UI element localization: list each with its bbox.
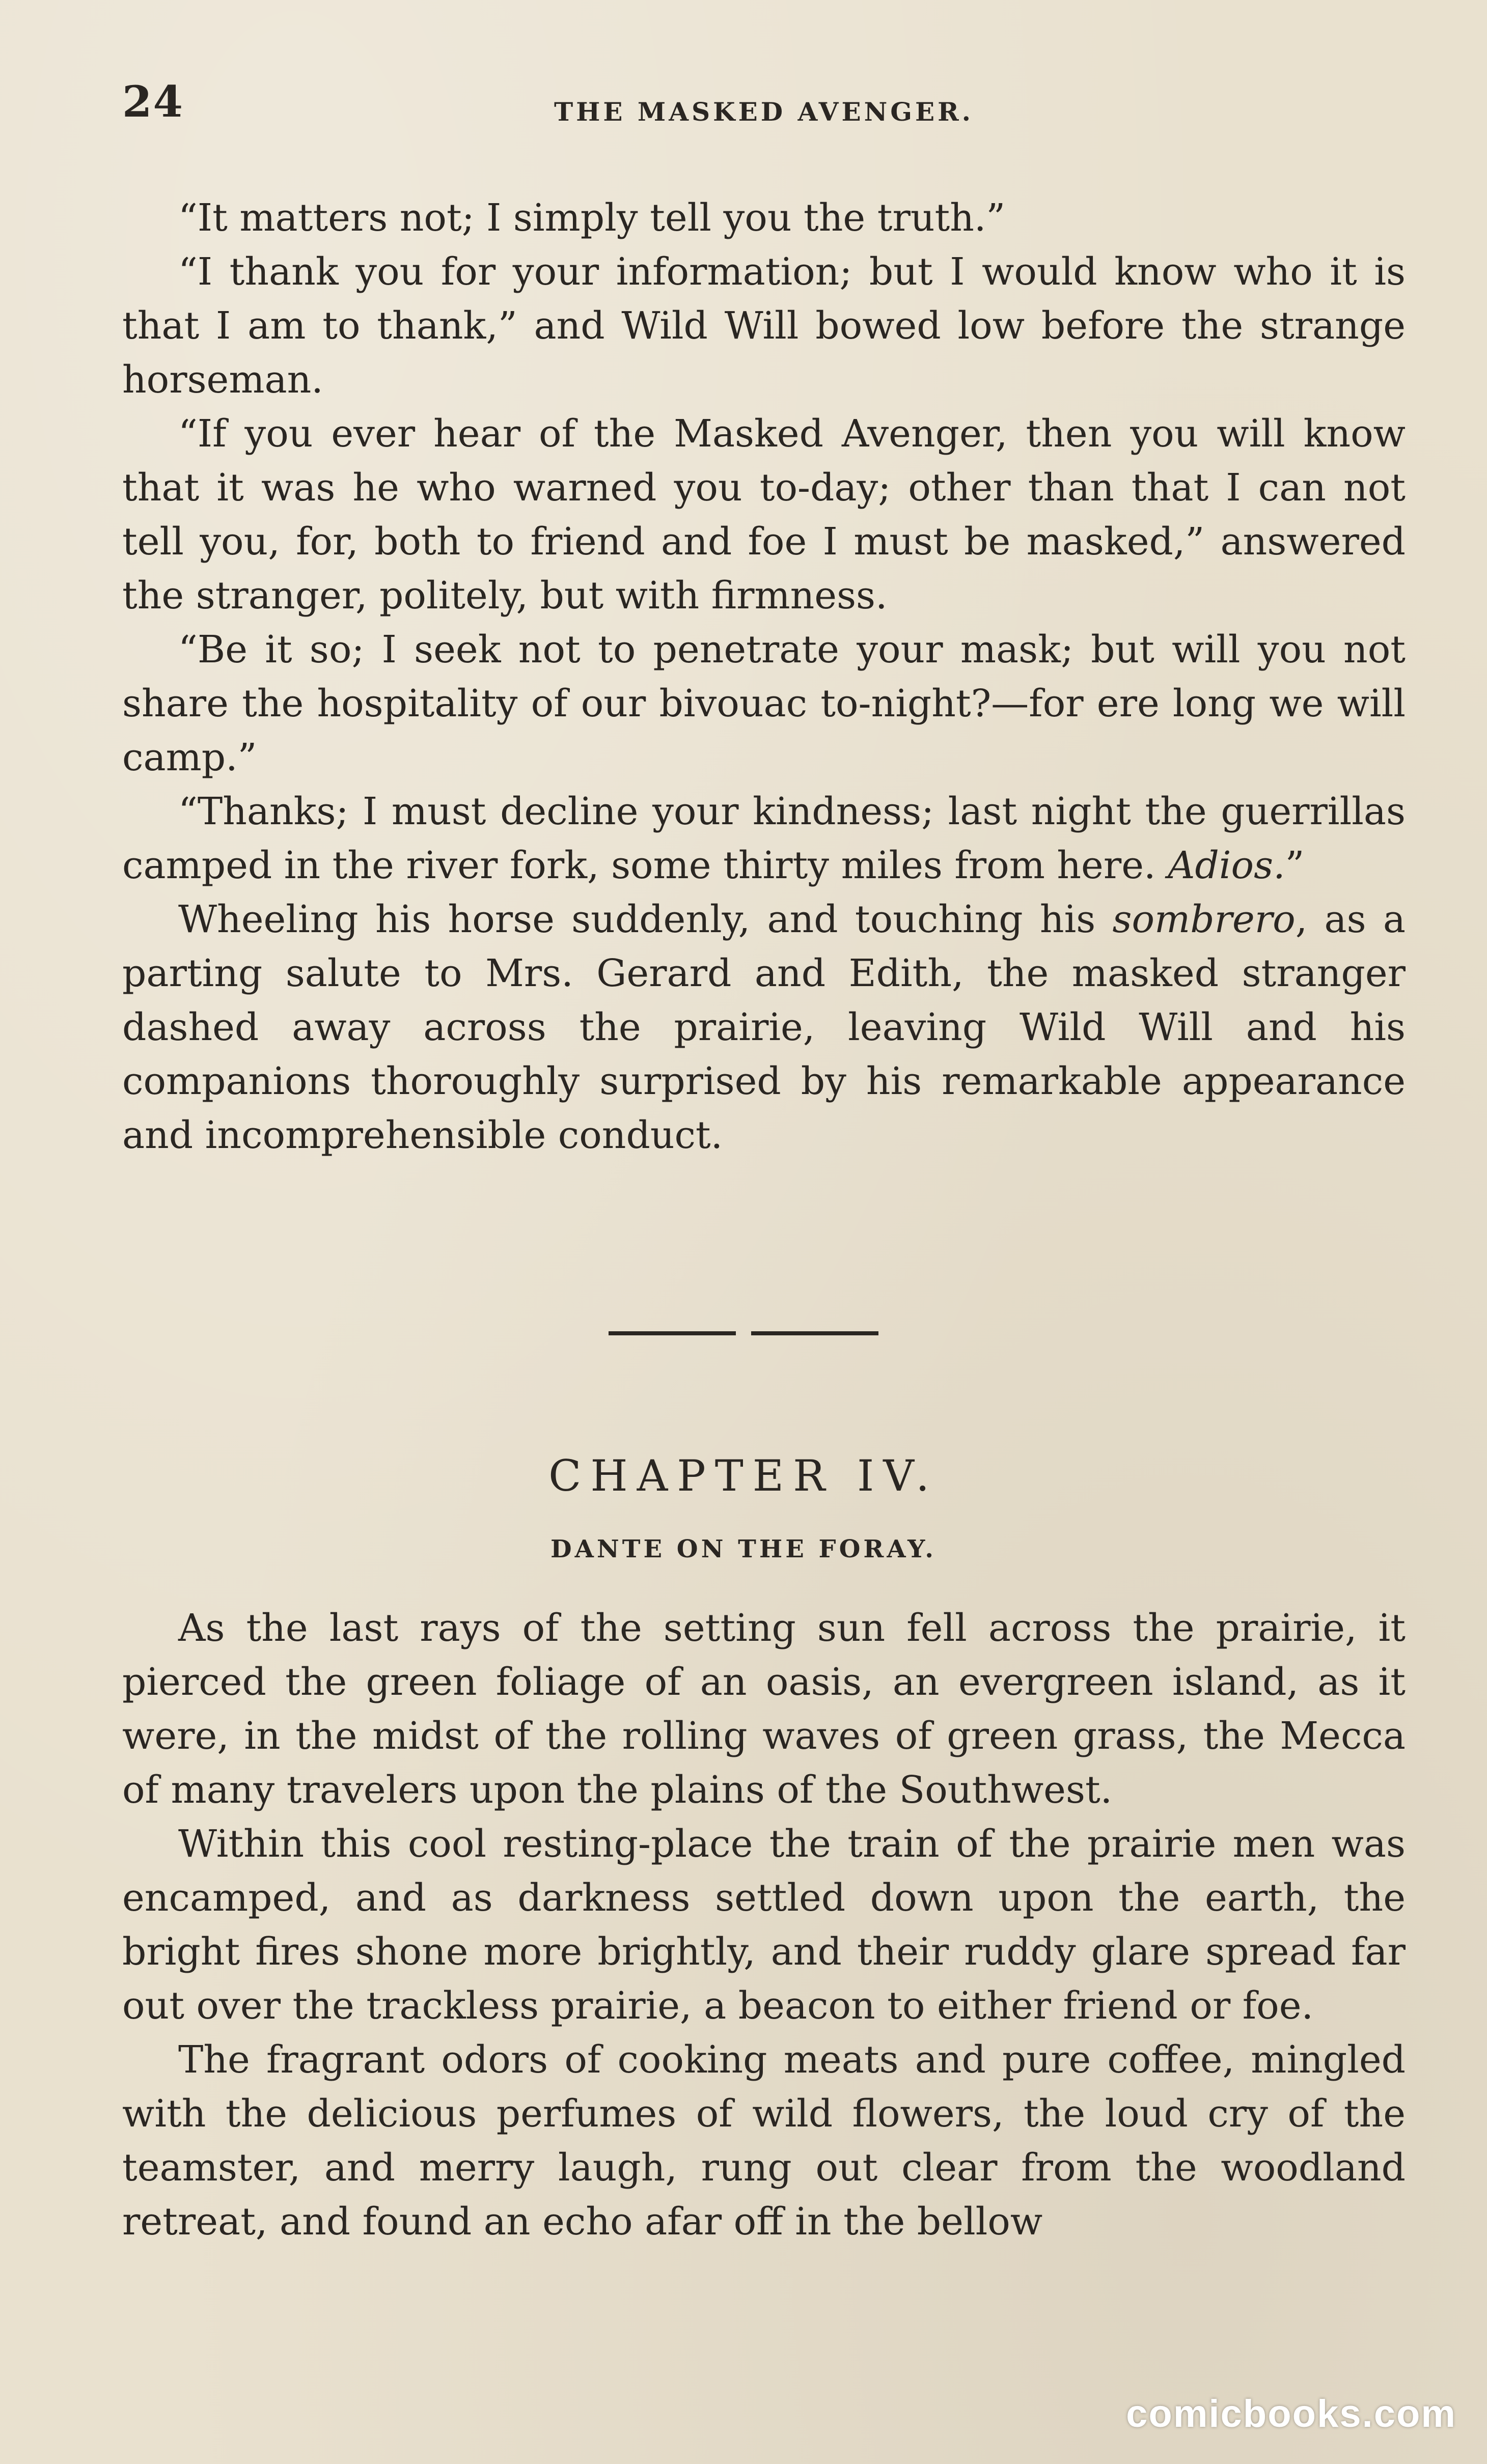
paragraph xyxy=(122,892,1406,1162)
section-divider xyxy=(0,1331,1487,1335)
paragraph-text: , as a parting salute to Mrs. Gerard and Edith, the masked stranger dashed away across the prairie, leaving Wild Will and his companions thoroughly surprised by his remarkable appearance and incomprehensible conduct. xyxy=(122,898,1406,1157)
paragraph: “It matters not; I simply tell you the truth.” xyxy=(178,196,1006,240)
paragraph xyxy=(122,785,1406,892)
text-block-top xyxy=(122,191,1406,1162)
paragraph: “I thank you for your information; but I would know who it is that I am to thank,” and Wild Will bowed low before the strange horseman. xyxy=(122,250,1406,402)
paragraph: “Be it so; I seek not to penetrate your mask; but will you not share the hospitality of our bivouac to-night?—for ere long we will camp.” xyxy=(122,628,1406,779)
paragraph: The fragrant odors of cooking meats and pure coffee, mingled with the delicious perfumes of wild flowers, the loud cry of the teamster, and merry laugh, rung out clear from the woodland retreat, and found an echo afar off in the bellow xyxy=(122,2038,1406,2244)
paragraph: Within this cool resting-place the train of the prairie men was encamped, and as darkness settled down upon the earth, the bright fires shone more brightly, and their ruddy glare spread far out over the trackless prairie, a beacon to either friend or foe. xyxy=(122,1822,1406,2028)
chapter-subtitle: DANTE ON THE FORAY. xyxy=(550,1535,937,1563)
divider-rule-right xyxy=(751,1331,878,1335)
italic-word-adios: Adios. xyxy=(1168,844,1285,887)
page-header xyxy=(122,76,1406,137)
watermark: comicbooks.com xyxy=(1126,2392,1456,2435)
paragraph-text: ” xyxy=(1285,844,1305,887)
italic-word-sombrero: sombrero xyxy=(1112,898,1296,941)
paragraph: As the last rays of the setting sun fell across the prairie, it pierced the green foliage of an oasis, an evergreen island, as it were, in the midst of the rolling waves of green grass, the Mecca of many travelers upon the plains of the Southwest. xyxy=(122,1606,1406,1812)
text-block-bottom xyxy=(122,1601,1406,2249)
paragraph-text: Wheeling his horse suddenly, and touching his xyxy=(178,898,1113,941)
chapter-title: CHAPTER IV. xyxy=(548,1451,939,1501)
page-number: 24 xyxy=(122,76,184,127)
running-head: THE MASKED AVENGER. xyxy=(554,97,974,127)
divider-rule-left xyxy=(609,1331,736,1335)
paragraph-text: “Thanks; I must decline your kindness; last night the guerrillas camped in the river fork, some thirty miles from here. xyxy=(122,790,1406,887)
paragraph: “If you ever hear of the Masked Avenger, then you will know that it was he who warned you to-day; other than that I can not tell you, for, both to friend and foe I must be masked,” answered the stranger, politely, but with firmness. xyxy=(122,412,1406,618)
